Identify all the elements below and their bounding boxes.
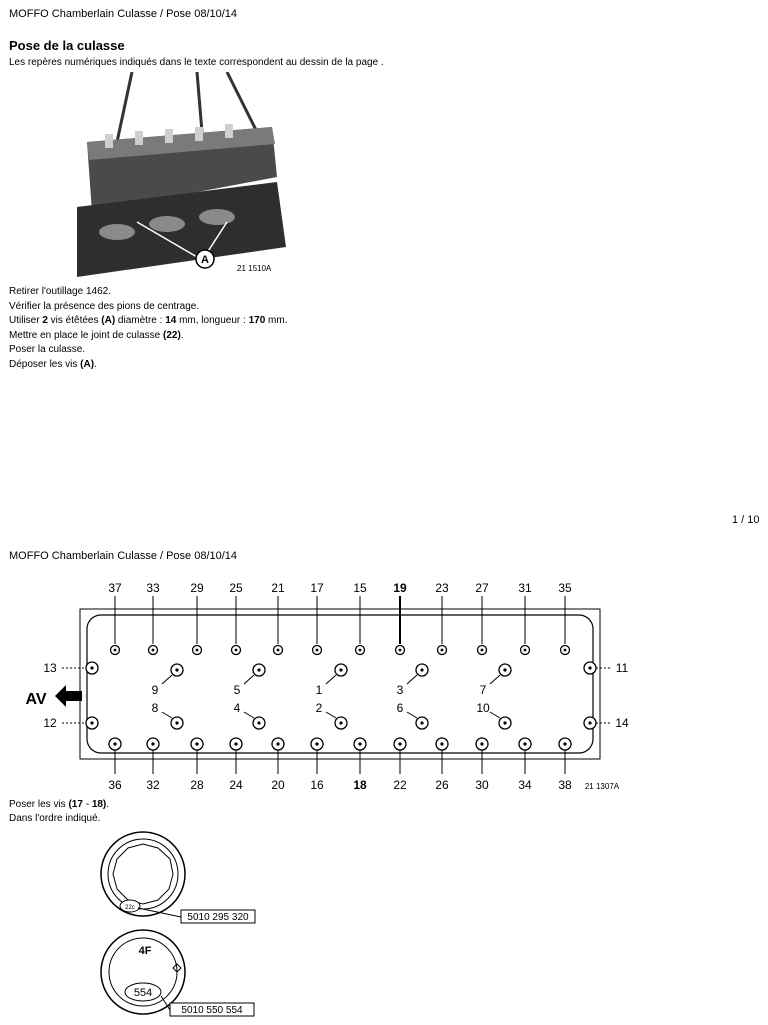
instruction-value: (22) — [162, 329, 181, 341]
bolt-center — [277, 649, 280, 652]
leader-line — [244, 712, 254, 718]
leader-line — [490, 712, 500, 718]
bolt-label: 6 — [396, 701, 404, 715]
bolt-center — [196, 649, 199, 652]
socket-size-mark: 4F — [138, 945, 152, 957]
bolt-label: 13 — [43, 661, 57, 675]
bolt-center — [420, 721, 423, 724]
bolt-label: 35 — [558, 581, 572, 595]
bolt-label: 7 — [479, 683, 487, 697]
bolt-center — [90, 666, 93, 669]
bolt-center — [339, 668, 342, 671]
bolt-center — [235, 649, 238, 652]
instruction-text: Vérifier la présence des pions de centrage. — [9, 300, 200, 312]
instruction-line — [9, 812, 109, 826]
socket-diagrams — [98, 824, 268, 1020]
bolt-label: 9 — [151, 683, 159, 697]
instruction-text: . — [94, 358, 97, 370]
instruction-line — [9, 798, 109, 812]
bolt-label: 10 — [476, 701, 490, 715]
instruction-value: 18) — [91, 799, 107, 810]
bolt-center — [481, 649, 484, 652]
bolt-label: 16 — [310, 778, 324, 792]
instruction-line — [9, 300, 287, 315]
instruction-text: Utiliser — [9, 315, 43, 327]
bolt-center — [276, 742, 279, 745]
bolt-label: 38 — [558, 778, 572, 792]
instruction-list — [9, 285, 287, 373]
front-arrow-icon — [55, 685, 82, 707]
bolt-center — [480, 742, 483, 745]
bolt-label: 28 — [190, 778, 204, 792]
instruction-text: diamètre : — [115, 315, 166, 327]
front-label: AV — [25, 691, 47, 708]
bolt-label: 21 — [271, 581, 285, 595]
figure-reference: 21 1307A — [584, 782, 620, 791]
bolt-label: 1 — [315, 683, 323, 697]
page-number: 1 / 10 — [732, 514, 760, 526]
instruction-text: mm. — [265, 315, 288, 327]
bolt-label: 8 — [151, 701, 159, 715]
bolt-center — [359, 649, 362, 652]
bolt-center — [523, 742, 526, 745]
socket-icon — [101, 832, 255, 923]
intro-text: Les repères numériques indiqués dans le texte correspondent au dessin de la page . — [9, 57, 384, 68]
bolt-label: 22 — [393, 778, 407, 792]
bolt-label: 24 — [229, 778, 243, 792]
instruction-line — [9, 358, 287, 373]
bolt-label: 29 — [190, 581, 204, 595]
bolt-center — [440, 742, 443, 745]
bolt-center — [399, 649, 402, 652]
bolt-label: 26 — [435, 778, 449, 792]
instruction-text: - — [82, 799, 92, 810]
photo-reference: 21 1510A — [237, 264, 272, 273]
bolt-center — [315, 742, 318, 745]
bolt-center — [588, 721, 591, 724]
instruction-list — [9, 798, 109, 826]
bolt-label: 36 — [108, 778, 122, 792]
leader-line — [326, 712, 336, 718]
instruction-value: 170 — [248, 315, 266, 327]
leader-line — [162, 712, 172, 718]
bolt-center — [195, 742, 198, 745]
page-header: MOFFO Chamberlain Culasse / Pose 08/10/14 — [9, 550, 238, 562]
instruction-line — [9, 329, 287, 344]
instruction-text: vis étêtées — [47, 315, 102, 327]
bolt-center — [503, 668, 506, 671]
bolt-center — [524, 649, 527, 652]
bolt-center — [358, 742, 361, 745]
instruction-text: Déposer les vis — [9, 358, 81, 370]
instruction-text: Mettre en place le joint de culasse — [9, 329, 163, 341]
instruction-line — [9, 343, 287, 358]
bolt-label: 37 — [108, 581, 122, 595]
part-number: 5010 550 554 — [181, 1005, 243, 1016]
section-title: Pose de la culasse — [9, 38, 125, 53]
bolt-center — [503, 721, 506, 724]
photo-callout: A — [201, 254, 209, 266]
bolt-label: 25 — [229, 581, 243, 595]
gasket-outline — [87, 615, 593, 753]
bolt-label: 5 — [233, 683, 241, 697]
bolt-label: 4 — [233, 701, 241, 715]
bolt-label: 15 — [353, 581, 367, 595]
bolt-center — [113, 742, 116, 745]
bolt-label: 27 — [475, 581, 489, 595]
bolt-label: 33 — [146, 581, 160, 595]
instruction-line — [9, 314, 287, 329]
leader-line — [407, 712, 417, 718]
bolt-center — [114, 649, 117, 652]
bolt-center — [339, 721, 342, 724]
socket-marking: 22c — [125, 905, 135, 911]
instruction-text: . — [106, 799, 110, 810]
engine-photo — [77, 72, 286, 282]
instruction-value: 14 — [165, 315, 177, 327]
instruction-value: 2 — [42, 315, 48, 327]
bolt-center — [175, 721, 178, 724]
instruction-value: (A) — [80, 358, 95, 370]
bolt-center — [564, 649, 567, 652]
instruction-text: Dans l'ordre indiqué. — [9, 813, 101, 824]
leader-line — [326, 675, 336, 684]
bolt-center — [90, 721, 93, 724]
bolt-label: 19 — [393, 581, 407, 595]
bolt-label: 32 — [146, 778, 160, 792]
instruction-text: . — [180, 329, 184, 341]
bolt-label: 17 — [310, 581, 324, 595]
bolt-label: 12 — [43, 716, 57, 730]
bolt-label: 3 — [396, 683, 404, 697]
bolt-center — [234, 742, 237, 745]
instruction-text: Poser la culasse. — [9, 344, 86, 356]
instruction-text: Retirer l'outillage 1462. — [9, 286, 111, 297]
bolt-center — [420, 668, 423, 671]
bolt-center — [316, 649, 319, 652]
bolt-center — [398, 742, 401, 745]
bolt-center — [441, 649, 444, 652]
instruction-value: (A) — [101, 315, 116, 327]
bolt-label: 20 — [271, 778, 285, 792]
bolt-center — [257, 721, 260, 724]
part-number: 5010 295 320 — [187, 912, 249, 923]
bolt-label: 11 — [615, 661, 629, 675]
leader-line — [244, 675, 254, 684]
bolt-label: 34 — [518, 778, 532, 792]
bolt-label: 31 — [518, 581, 532, 595]
tightening-diagram — [0, 572, 768, 797]
instruction-text: Poser les vis — [9, 799, 69, 810]
bolt-center — [588, 666, 591, 669]
page-header: MOFFO Chamberlain Culasse / Pose 08/10/14 — [9, 8, 238, 20]
bolt-center — [257, 668, 260, 671]
bolt-label: 14 — [615, 716, 629, 730]
instruction-line — [9, 285, 287, 300]
bolt-center — [175, 668, 178, 671]
socket-icon — [101, 930, 254, 1016]
socket-marking: 554 — [133, 987, 153, 999]
bolt-center — [563, 742, 566, 745]
bolt-label: 23 — [435, 581, 449, 595]
bolt-center — [151, 742, 154, 745]
instruction-text: mm, longueur : — [176, 315, 249, 327]
bolt-label: 18 — [353, 778, 367, 792]
leader-line — [407, 675, 417, 684]
leader-line — [162, 675, 172, 684]
bolt-label: 30 — [475, 778, 489, 792]
bolt-label: 2 — [315, 701, 323, 715]
instruction-value: (17 — [68, 799, 83, 810]
bolt-center — [152, 649, 155, 652]
leader-line — [490, 675, 500, 684]
